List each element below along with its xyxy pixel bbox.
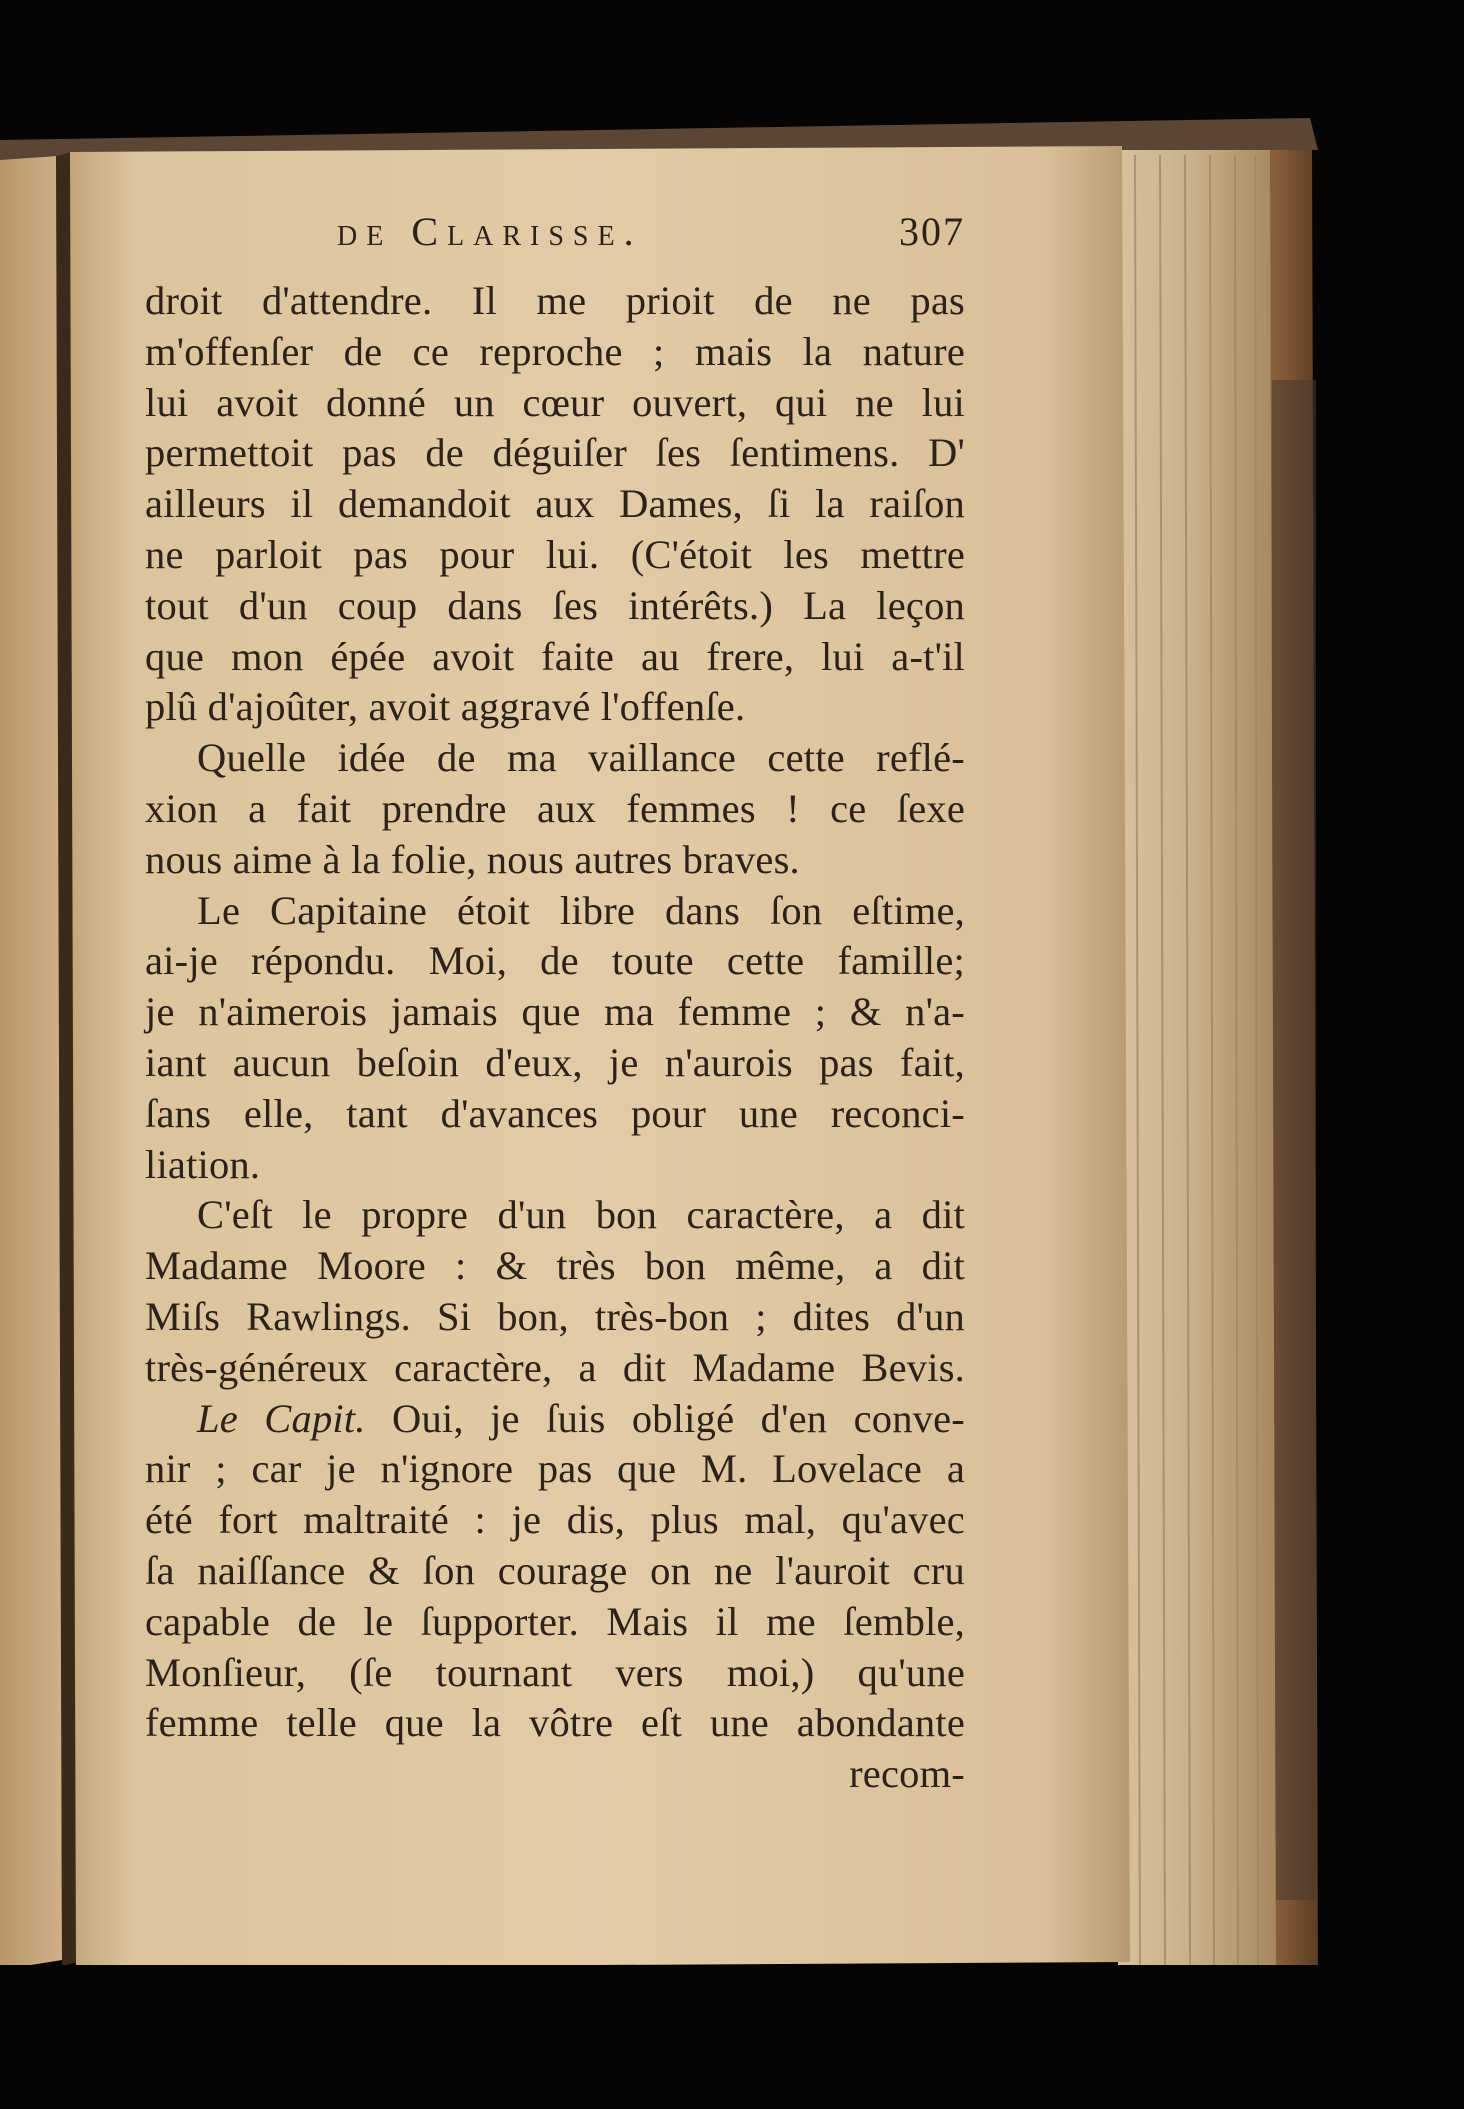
text-line: iant aucun beſoin d'eux, je n'aurois pas fait, [145, 1039, 965, 1085]
text-line: nir ; car je n'ignore pas que M. Lovelace a [145, 1446, 965, 1492]
running-title: de Clarisse. [337, 209, 643, 254]
text-line: ſa naiſſance & ſon courage on ne l'auroit cru [145, 1547, 965, 1593]
text-line: xion a fait prendre aux femmes ! ce ſexe [145, 785, 965, 831]
body-text [145, 276, 965, 1800]
text-line: Monſieur, (ſe tournant vers moi,) qu'une [145, 1649, 965, 1695]
text-line: Madame Moore : & très bon même, a dit [145, 1243, 965, 1289]
text-line: plû d'ajoûter, avoit aggravé l'offenſe. [145, 684, 746, 730]
catchword: recom- [849, 1751, 965, 1797]
text-line: ai-je répondu. Moi, de toute cette famille; [145, 938, 965, 984]
text-line: ſans elle, tant d'avances pour une reconci- [145, 1090, 965, 1136]
text-line: m'offenſer de ce reproche ; mais la nature [145, 328, 965, 374]
text-line: C'eſt le propre d'un bon caractère, a dit [197, 1192, 965, 1238]
text-line-with-speaker [145, 1394, 965, 1445]
page-number: 307 [899, 209, 965, 254]
text-line: je n'aimerois jamais que ma femme ; & n'a- [145, 989, 965, 1035]
text-line: très-généreux caractère, a dit Madame Bevis. [145, 1344, 965, 1390]
text-line: Oui, je ſuis obligé d'en conve- [392, 1395, 965, 1441]
running-head [145, 200, 965, 260]
page-text-block [145, 200, 965, 1800]
text-line: capable de le ſupporter. Mais il me ſemble, [145, 1598, 965, 1644]
text-line: tout d'un coup dans ſes intérêts.) La leçon [145, 582, 965, 628]
text-line: ailleurs il demandoit aux Dames, ſi la raiſon [145, 481, 965, 527]
text-line: lui avoit donné un cœur ouvert, qui ne lui [145, 379, 965, 425]
text-line: Quelle idée de ma vaillance cette reflé- [197, 735, 965, 781]
text-line: liation. [145, 1141, 261, 1187]
text-line: nous aime à la folie, nous autres braves. [145, 836, 800, 882]
text-line: femme telle que la vôtre eſt une abondante [145, 1700, 965, 1746]
text-line: que mon épée avoit faite au frere, lui a-t'il [145, 633, 965, 679]
text-line: permettoit pas de déguiſer ſes ſentimens. D' [145, 430, 965, 476]
text-line: Le Capitaine étoit libre dans ſon eſtime, [197, 887, 965, 933]
text-line: Miſs Rawlings. Si bon, très-bon ; dites d'un [145, 1293, 965, 1339]
speaker-label: Le Capit. [197, 1395, 366, 1441]
left-page [0, 156, 62, 1970]
text-line: ne parloit pas pour lui. (C'étoit les mettre [145, 531, 965, 577]
text-line: droit d'attendre. Il me prioit de ne pas [145, 278, 965, 323]
text-line: été fort maltraité : je dis, plus mal, qu'avec [145, 1497, 965, 1543]
